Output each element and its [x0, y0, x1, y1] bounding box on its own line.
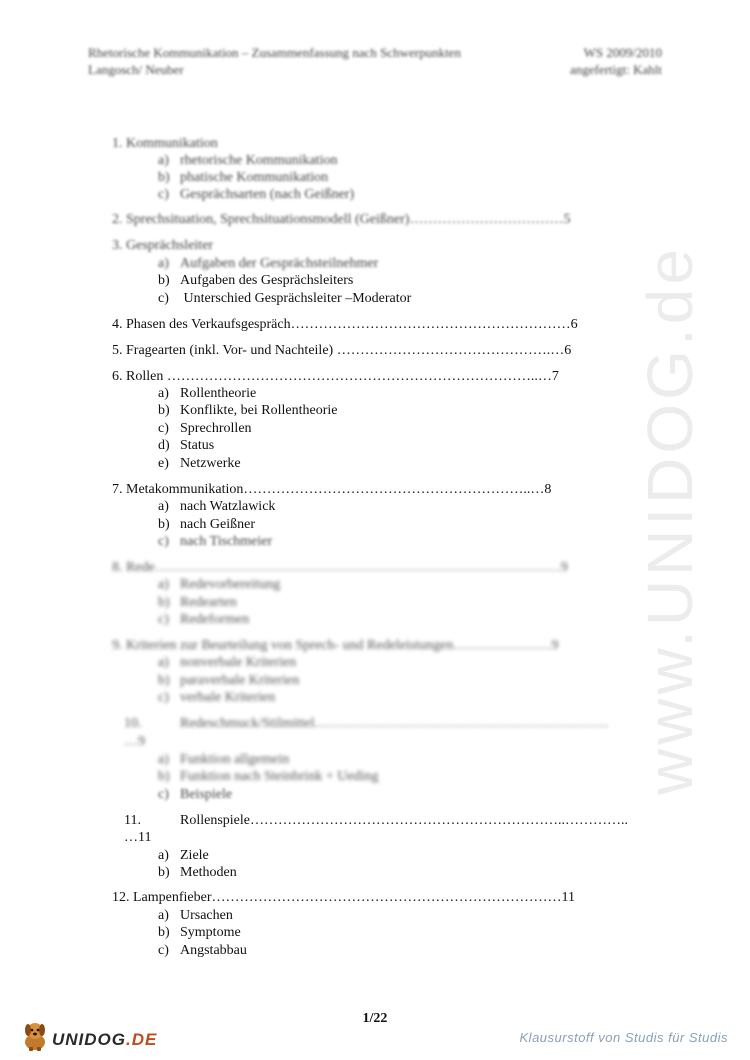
footer-tagline: Klausurstoff von Studis für Studis — [519, 1030, 728, 1045]
header-semester: WS 2009/2010 — [583, 45, 662, 60]
dog-icon — [20, 1020, 50, 1052]
toc-subentry: a) nach Watzlawick — [158, 499, 276, 514]
toc-subentry: a) nonverbale Kriterien — [158, 655, 297, 670]
logo-text: UNIDOG — [52, 1030, 126, 1049]
toc-entry-10-number: 10. — [124, 716, 142, 731]
toc-subentry: b) Methoden — [158, 865, 237, 880]
toc-subentry: b) phatische Kommunikation — [158, 170, 329, 185]
toc-subentry: a) rhetorische Kommunikation — [158, 153, 338, 168]
toc-entry-6: 6. Rollen ……………………………………………………………………..…7 — [112, 369, 559, 384]
toc-entry-11-number: 11. — [124, 813, 141, 828]
toc-subentry: c) Redeformen — [158, 612, 250, 627]
toc-subentry: b) nach Geißner — [158, 517, 256, 532]
toc-subentry: e) Netzwerke — [158, 456, 241, 471]
logo-tld: .DE — [126, 1030, 158, 1049]
toc-entry-3: 3. Gesprächsleiter — [112, 238, 214, 253]
toc-subentry: c) verbale Kriterien — [158, 690, 276, 705]
unidog-logo — [20, 1020, 157, 1052]
toc-entry-10: Redeschmuck/Stilmittel……………………………………………………… — [180, 716, 609, 731]
toc-subentry: b) Funktion nach Steinbrink + Ueding — [158, 769, 379, 784]
header-prepared-by: angefertigt: Kahlt — [569, 62, 662, 77]
toc-subentry: b) Konflikte, bei Rollentheorie — [158, 403, 338, 418]
toc-subentry: a) Funktion allgemein — [158, 752, 290, 767]
header-authors: Langosch/ Neuber — [88, 62, 184, 77]
toc-entry-2: 2. Sprechsituation, Sprechsituationsmodell (Geißner)……………………………5 — [112, 212, 571, 227]
toc-entry-8: 8. Rede……………………………………………………………………………9 — [112, 560, 568, 575]
toc-subentry: b) Symptome — [158, 925, 241, 940]
watermark: www.UNIDOG.de — [634, 245, 706, 795]
toc-subentry: a) Ziele — [158, 848, 209, 863]
toc-entry-10-page: …9 — [124, 734, 145, 749]
toc-subentry: c) Unterschied Gesprächsleiter –Moderator — [158, 291, 412, 306]
toc-subentry: c) Gesprächsarten (nach Geißner) — [158, 187, 355, 202]
toc-subentry: d) Status — [158, 438, 215, 453]
toc-subentry: a) Ursachen — [158, 908, 233, 923]
toc-entry-7: 7. Metakommunikation……………………………………………………..…8 — [112, 482, 552, 497]
toc-subentry: c) Sprechrollen — [158, 421, 252, 436]
toc-subentry: c) Beispiele — [158, 787, 233, 802]
toc-subentry: a) Rollentheorie — [158, 386, 257, 401]
toc-entry-4: 4. Phasen des Verkaufsgespräch……………………………………………………6 — [112, 317, 578, 332]
toc-entry-11: Rollenspiele…………………………………………………………..………….. — [180, 813, 628, 828]
toc-subentry: b) Aufgaben des Gesprächsleiters — [158, 273, 354, 288]
header-title: Rhetorische Kommunikation – Zusammenfassung nach Schwerpunkten — [88, 45, 461, 60]
toc-subentry: c) Angstabbau — [158, 943, 247, 958]
toc-subentry: a) Redevorbereitung — [158, 577, 281, 592]
toc-subentry: b) paraverbale Kriterien — [158, 673, 300, 688]
page-number: 1/22 — [362, 1011, 388, 1026]
toc-subentry: a) Aufgaben der Gesprächsteilnehmer — [158, 256, 379, 271]
toc-subentry: b) Redearten — [158, 595, 237, 610]
toc-entry-9: 9. Kriterien zur Beurteilung von Sprech- und Redeleistungen…………………9 — [112, 638, 559, 653]
toc-entry-5: 5. Fragearten (inkl. Vor- und Nachteile) ……………………………………….…6 — [112, 343, 572, 358]
toc-subentry: c) nach Tischmeier — [158, 534, 273, 549]
toc-entry-11-page: …11 — [124, 830, 152, 845]
toc-entry-1: 1. Kommunikation — [112, 136, 218, 151]
toc-entry-12: 12. Lampenfieber…………………………………………………………………11 — [112, 890, 575, 905]
